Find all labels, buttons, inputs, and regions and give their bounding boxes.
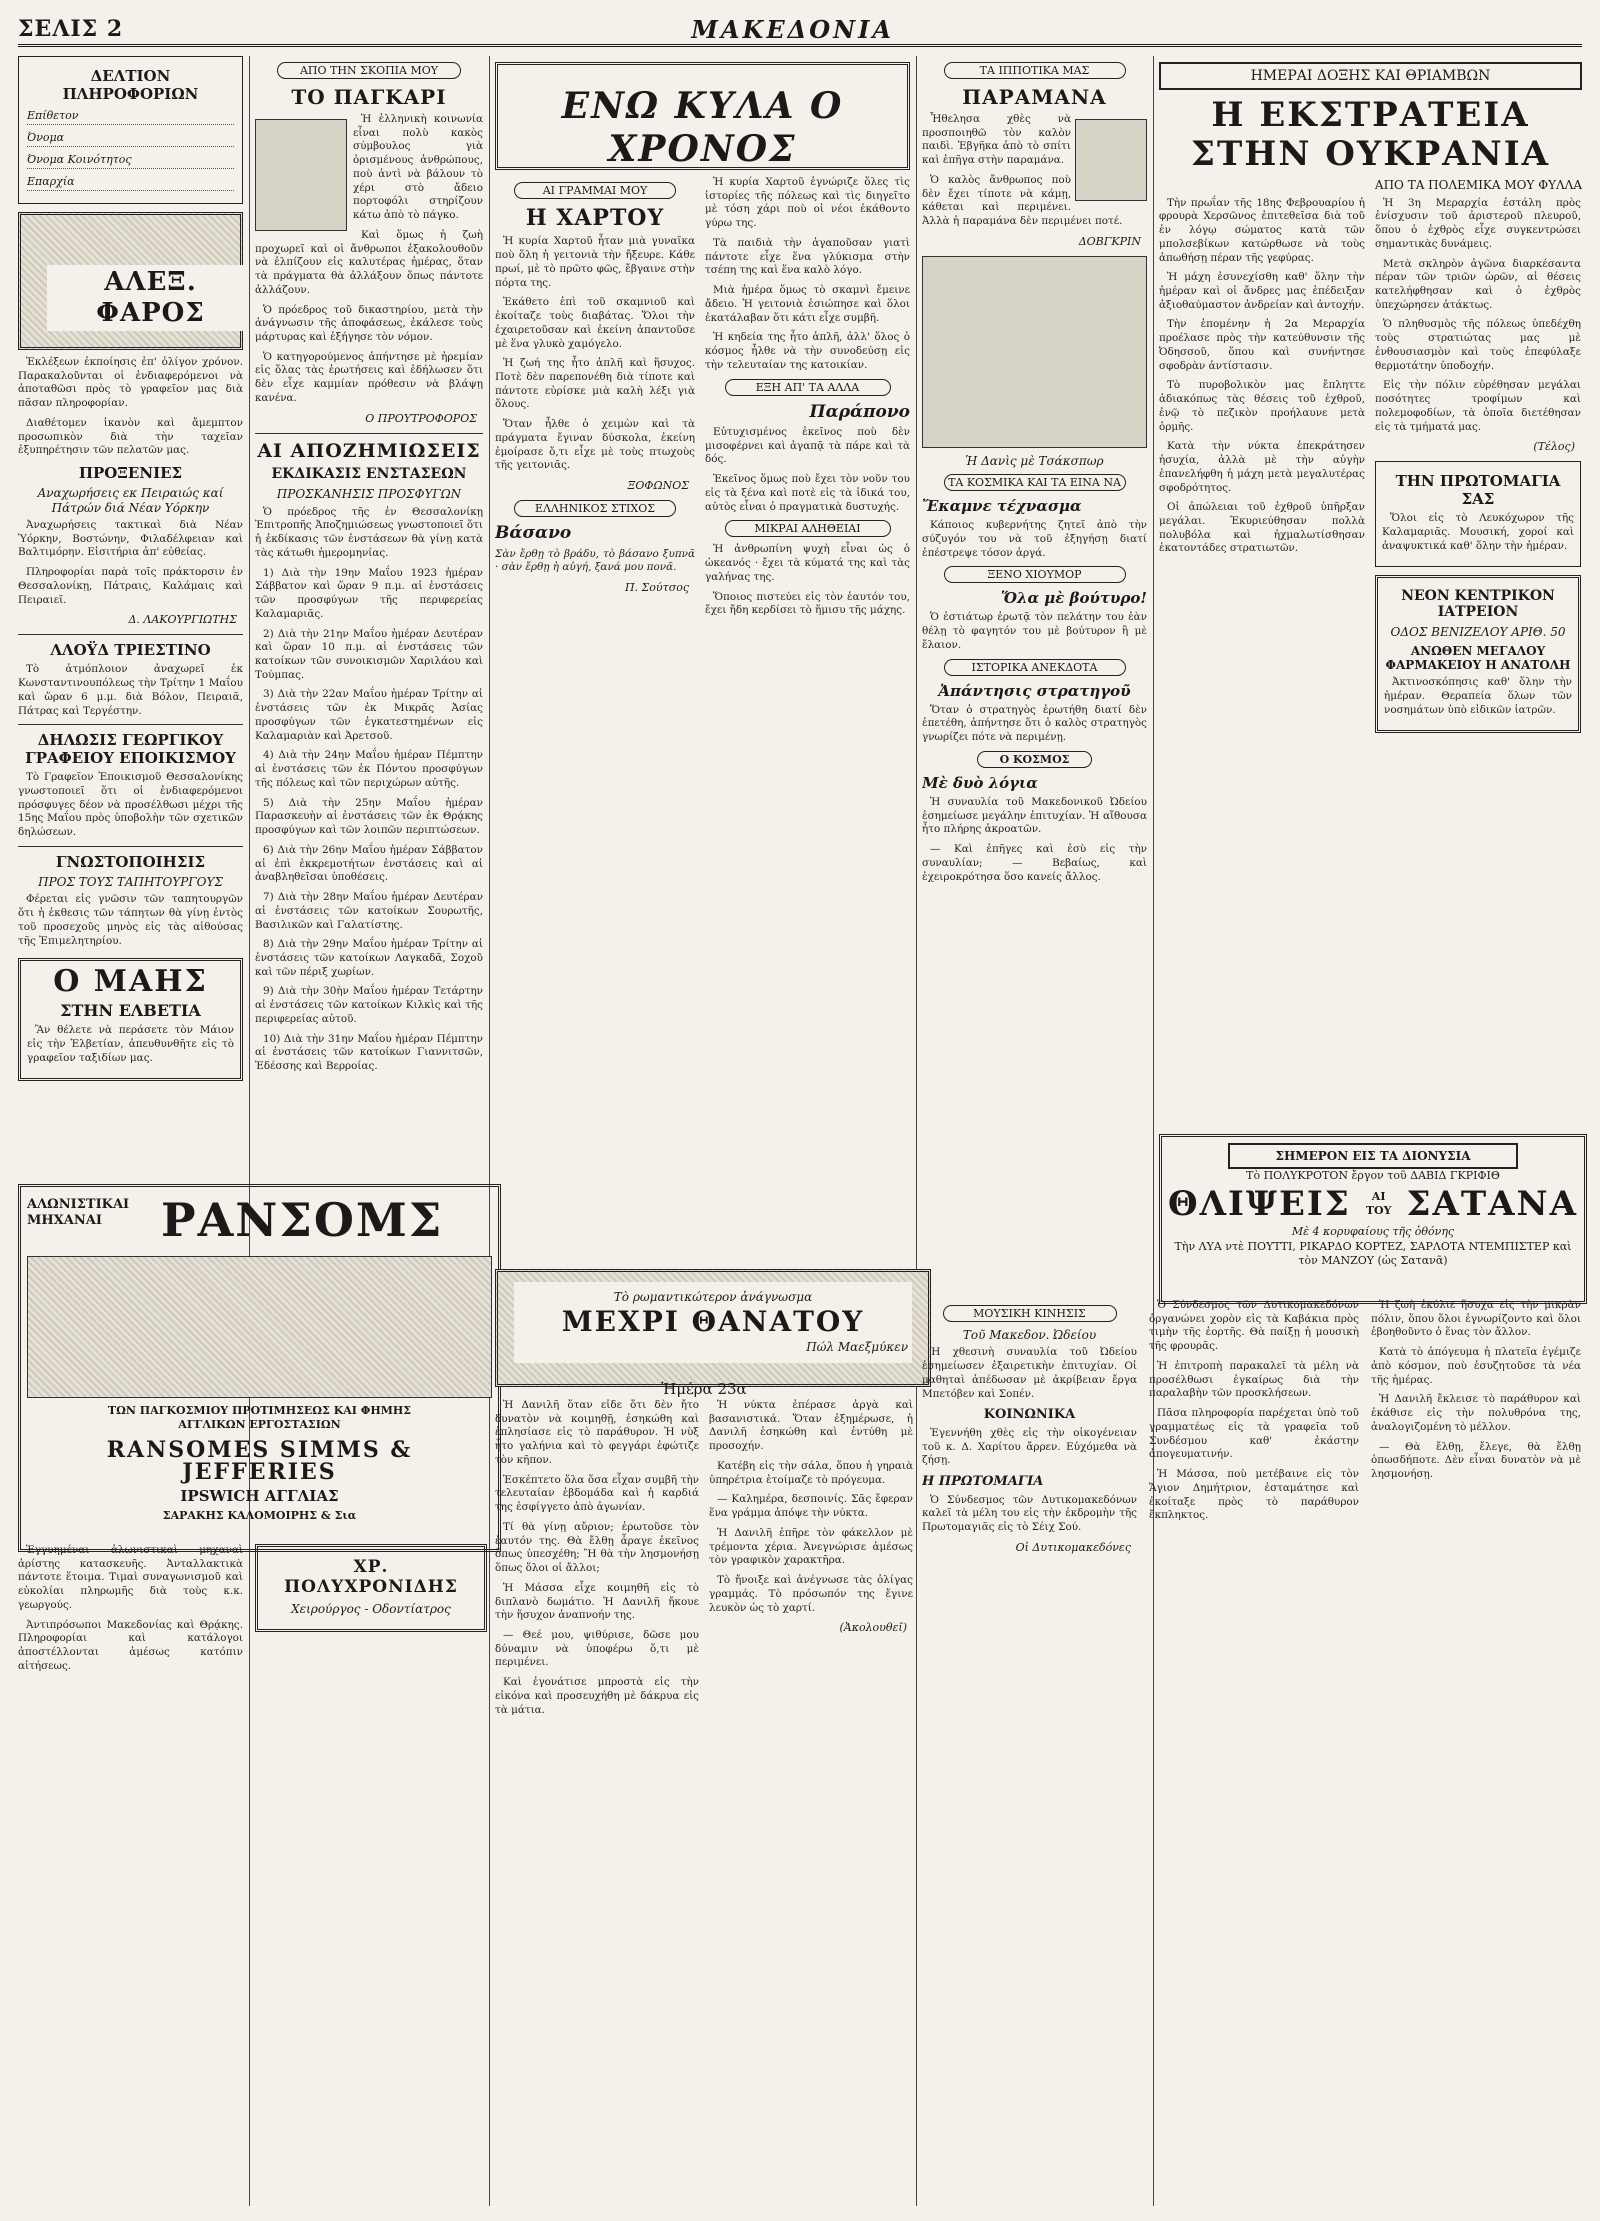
doctor-ad (255, 1544, 487, 1632)
campaign-headline: Η ΕΚΣΤΡΑΤΕΙΑ ΣΤΗΝ ΟΥΚΡΑΝΙΑ (1190, 95, 1551, 175)
paramana-signature: ΔΟΒΓΚΡΙΝ (1078, 234, 1141, 248)
protomagia-title: Η ΠΡΩΤΟΜΑΓΙΑ (922, 1474, 1044, 1490)
koinonika-title: ΚΟΙΝΩΝΙΚΑ (983, 1407, 1076, 1423)
cinema-desc: Μὲ 4 κορυφαίους τῆς ὀθόνης (1291, 1225, 1455, 1239)
column-4: ΤΑ ΙΠΠΟΤΙΚΑ ΜΑΣ ΠΑΡΑΜΑΝΑ Ἦθελησα χθὲς νὰ προσποιηθῶ τὸν καλὸν παιδὶ. Ἐβγῆκα ἀπὸ τὸ σπίτι καὶ ἐπῆγα στὴν παραμάνα. Ὁ καλὸς ἄνθρωπος ποὺ δὲν ἔχει τίποτε νὰ κάμῃ, κάθεται καὶ περιμένει. Ἀλλὰ ἡ παραμάνα δὲν περιμένει ποτέ. ΔΟΒΓΚΡΙΝ Ἡ Δανὶς μὲ Τσάκσπωρ ΤΑ ΚΟΣΜΙΚΑ ΚΑΙ ΤΑ ΕΙΝΑ ΝΑ Ἔκαμνε τέχνασμα Κάποιος κυβερνήτης ζητεῖ ἀπὸ τὴν σύζυγόν του νὰ τοῦ ἐξηγήσῃ διατί ἐπέστρεψε τόσον ἀργά. ΞΕΝΟ ΧΙΟΥΜΟΡ Ὅλα μὲ βούτυρο! Ὁ ἐστιάτωρ ἐρωτᾷ τὸν πελάτην του ἐὰν θέλῃ τὸ φαγητόν του μὲ βούτυρον ἢ μὲ ἔλαιον. ΙΣΤΟΡΙΚΑ ΑΝΕΚΔΟΤΑ Ἀπάντησις στρατηγοῦ Ὅταν ὁ στρατηγὸς ἐρωτήθη διατί δὲν ἐπετέθη, ἀπήντησε ὅτι ὁ καλὸς στρατηγὸς γνωρίζει πότε νὰ περιμένῃ. Ο ΚΟΣΜΟΣ Μὲ δυὸ λόγια Ἡ συναυλία τοῦ Μακεδονικοῦ Ὠδείου ἐσημείωσε μεγάλην ἐπιτυχίαν. Ἡ αἴθουσα ἦτο πλήρης ἀκροατῶν. — Καὶ ἐπῆγες καὶ ἐσὺ εἰς τὴν συναυλίαν; — Βεβαίως, καὶ ἐχειροκρότησα ὅσο κανείς ἄλλος. (922, 64, 1147, 883)
coupon-field: Όνομα Κοινότητος (27, 153, 234, 169)
ransoms-sub2: ΑΓΓΛΙΚΩΝ ΕΡΓΟΣΤΑΣΙΩΝ (178, 1418, 341, 1432)
iatreio-sub: ΑΝΩΘΕΝ ΜΕΓΑΛΟΥ ΦΑΡΜΑΚΕΙΟΥ Η ΑΝΑΤΟΛΗ (1385, 643, 1571, 672)
cinema-title-right: ΣΑΤΑΝΑ (1406, 1184, 1578, 1225)
column-tag-kosmika: ΤΑ ΚΟΣΜΙΚΑ ΚΑΙ ΤΑ ΕΙΝΑ ΝΑ (944, 474, 1126, 491)
iatreio-addr: ΟΔΟΣ ΒΕΝΙΖΕΛΟΥ ΑΡΙΘ. 50 (1390, 625, 1566, 640)
campaign-signature: (Τέλος) (1533, 440, 1575, 454)
column-tag-skopia: ΑΠΟ ΤΗΝ ΣΚΟΠΙΑ ΜΟΥ (277, 62, 461, 79)
cinema-lead: Τὸ ΠΟΛΥΚΡΟΤΟΝ ἔργον τοῦ ΔΑΒΙΔ ΓΚΡΙΦΙΘ (1246, 1169, 1500, 1182)
thresher-illustration (27, 1256, 492, 1398)
cartoon-illustration (255, 119, 347, 231)
apozimioseis-sub2: ΠΡΟΣΚΑΝΗΣΙΣ ΠΡΟΣΦΥΓΩΝ (276, 487, 462, 502)
mais-title: Ο ΜΑΗΣ (53, 964, 208, 1000)
cinema-ad (1159, 1134, 1587, 1304)
article-title-pagkari: ΤΟ ΠΑΓΚΑΡΙ (291, 85, 447, 109)
doctor-role: Χειρούργος - Οδοντίατρος (291, 1601, 451, 1616)
pagkari-signature: Ο ΠΡΟΥΤΡΟΦΟΡΟΣ (365, 411, 477, 425)
page-label: ΣΕΛΙΣ 2 (18, 16, 124, 42)
protomagia-signature: Οἱ Δυτικομακεδόνες (1015, 1540, 1131, 1554)
column-1: ΔΕΛΤΙΟΝ ΠΛΗΡΟΦΟΡΙΩΝ Επίθετον Όνομα Όνομα Κοινότητος Επαρχία ΑΛΕΞ. ΦΑΡΟΣ Ἐκλέξεων ἐκποίησις ἐπ' ὀλίγον χρόνον. Παρακαλοῦνται οἱ ἐνδιαφερόμενοι νὰ ἀποταθῶσι πρὸς τὸ γραφεῖον μας διὰ πᾶσαν πληροφορίαν. Διαθέτομεν ἱκανὸν καὶ ἄμεμπτον προσωπικὸν διὰ τὴν ταχεῖαν ἐξυπηρέτησιν τῶν πελατῶν μας. ΠΡΟΞΕΝΙΕΣ Αναχωρήσεις εκ Πειραιώς καί Πάτρών διά Νέαν Υόρκην Ἀναχωρήσεις τακτικαὶ διὰ Νέαν Ὑόρκην, Βοστώνην, Φιλαδέλφειαν καὶ Βαλτιμόρην. Εἰσιτήρια ἀπ' εὐθείας. Πληροφορίαι παρὰ τοῖς πράκτορσιν ἐν Θεσσαλονίκῃ, Πάτραις, Καλάμαις καὶ Πειραιεῖ. Δ. ΛΑΚΟΥΡΓΙΩΤΗΣ ΛΛΟΫΔ ΤΡΙΕΣΤΙΝΟ Τὸ ἀτμόπλοιον ἀναχωρεῖ ἐκ Κωνσταντινουπόλεως τὴν Τρίτην 1 Μαΐου καὶ ὥραν 6 μ.μ. διὰ Βόλον, Πειραιᾶ, Πάτρας καὶ Τεργέστην. ΔΗΛΩΣΙΣ ΓΕΩΡΓΙΚΟΥ ΓΡΑΦΕΙΟΥ ΕΠΟΙΚΙΣΜΟΥ Τὸ Γραφεῖον Ἐποικισμοῦ Θεσσαλονίκης γνωστοποιεῖ ὅτι οἱ ἐνδιαφερόμενοι πρόσφυγες δέον νὰ προσέλθωσι μέχρι τῆς 15ης Μαΐου πρὸς ὑποβολὴν τῶν σχετικῶν δηλώσεων. ΓΝΩΣΤΟΠΟΙΗΣΙΣ ΠΡΟΣ ΤΟΥΣ ΤΑΠΗΤΟΥΡΓΟΥΣ Φέρεται εἰς γνῶσιν τῶν ταπητουργῶν ὅτι ἡ ἐκθεσις τῶν τάπητων θὰ γίνῃ ἐντὸς τοῦ προσεχοῦς μηνὸς εἰς τὰς αἰθούσας τῆς Ἐπιμελητηρίου. Ο ΜΑΗΣ ΣΤΗΝ ΕΛΒΕΤΙΑ Ἂν θέλετε νὰ περάσετε τὸν Μάιον εἰς τὴν Ἑλβετίαν, ἀπευθυνθῆτε εἰς τὸ γραφεῖον ταξιδίων μας. (18, 56, 243, 2206)
serial-body: Ἡ Δανιλῆ ὅταν εἶδε ὅτι δὲν ἤτο δυνατὸν νὰ κοιμηθῇ, ἐσηκώθη καὶ ἐπλησίασε εἰς τὸ παράθυρον. Ἡ νὺξ ἦτο γαλήνια καὶ τὸ φεγγάρι ἐφώτιζε τὸν κῆπον. (495, 1399, 699, 1466)
lower-columns-text: ΜΟΥΣΙΚΗ ΚΙΝΗΣΙΣ Τοῦ Μακεδον. Ὠδείου Ἡ χθεσινὴ συναυλία τοῦ Ὠδείου ἐσημείωσεν ἐξαιρετικὴν ἐπιτυχίαν. Οἱ μαθηταὶ ἀπέδωσαν μὲ ἀκρίβειαν ἔργα Μπετόβεν καὶ Σοπέν. ΚΟΙΝΩΝΙΚΑ Ἐγεννήθη χθὲς εἰς τὴν οἰκογένειαν τοῦ κ. Δ. Χαρίτου ἄρρεν. Εὐχόμεθα νὰ ζήσῃ. Η ΠΡΩΤΟΜΑΓΙΑ Ὁ Σύνδεσμος τῶν Δυτικομακεδόνων καλεῖ τὰ μέλη του εἰς τὴν ἐκδρομὴν τῆς Πρωτομαγιᾶς εἰς τὸ Σέιχ Σού. Οἱ Δυτικομακεδόνες Ὁ Σύνδεσμος τῶν Δυτικομακεδόνων ὀργανώνει χορὸν εἰς τὰ Καβάκια πρὸς τιμὴν τῆς ἑορτῆς. Θὰ παίξῃ ἡ μουσικὴ τῆς φρουρᾶς. Ἡ ἐπιτροπὴ παρακαλεῖ τὰ μέλη νὰ προσέλθωσι ἐγκαίρως διὰ τὴν παραλαβὴν τῶν προσκλήσεων. Πᾶσα πληροφορία παρέχεται ὑπὸ τοῦ γραμματέως εἰς τὰ γραφεῖα τοῦ Συνδέσμου καθ' ἑκάστην ἀπογευματινήν. Ἡ Μάσσα, ποὺ μετέβαινε εἰς τὸν Ἄγιον Δημήτριον, ἐσταμάτησε καὶ ἐκοίταξε πρὸς τὸ παράθυρον ἔκπληκτος. Ἡ ζωὴ ἐκύλιε ἥσυχα εἰς τὴν μικρὰν πόλιν, ὅπου ὅλοι ἐγνωρίζοντο καὶ ὅλοι ἐβοηθοῦντο ὁ ἕνας τὸν ἄλλον. Κατὰ τὸ ἀπόγευμα ἡ πλατεῖα ἐγέμιζε ἀπὸ κόσμον, ποὺ ἐσυζητοῦσε τὰ νέα τῆς ἡμέρας. Ἡ Δανιλῆ ἔκλεισε τὸ παράθυρον καὶ ἐκάθισε εἰς τὴν πολυθρόνα της, ἀναλογιζομένη τὸ μέλλον. — Θὰ ἔλθῃ, ἔλεγε, θὰ ἔλθῃ ὁπωσδήποτε. Δὲν εἶναι δυνατὸν νὰ μὲ λησμονήσῃ. (922, 1299, 1581, 1554)
poem-title: Βάσανο (495, 523, 572, 544)
ransoms-sub1: ΤΩΝ ΠΑΓΚΟΣΜΙΟΥ ΠΡΟΤΙΜΗΣΕΩΣ ΚΑΙ ΦΗΜΗΣ (107, 1404, 412, 1418)
protomagia-ad-title: ΤΗΝ ΠΡΩΤΟΜΑΓΙΑ ΣΑΣ (1395, 472, 1561, 509)
poem-author: Π. Σούτσος (624, 581, 689, 594)
newspaper-page: ΣΕΛΙΣ 2 ΜΑΚΕΔΟΝΙΑ ΔΕΛΤΙΟΝ ΠΛΗΡΟΦΟΡΙΩΝ Επίθετον Όνομα Όνομα Κοινότητος Επαρχία ΑΛΕΞ. ΦΑΡΟΣ Ἐκλέξεων ἐκποίησις ἐπ' ὀλίγον χρόνον. Παρακαλοῦνται οἱ ἐνδιαφερόμενοι νὰ ἀποταθῶσι πρὸς τὸ γραφεῖον μας διὰ πᾶσαν πληροφορίαν. Διαθέτομεν ἱκανὸν καὶ ἄμεμπτον προσωπικὸν διὰ τὴν ταχεῖαν ἐξυπηρέτησιν τῶν πελατῶν μας. ΠΡΟΞΕΝΙΕΣ Αναχωρήσεις εκ Πειραιώς καί Πάτρών διά Νέαν Υόρκην Ἀναχωρήσεις τακτικαὶ διὰ Νέαν Ὑόρκην, Βοστώνην, Φιλαδέλφειαν καὶ Βαλτιμόρην. Εἰσιτήρια ἀπ' εὐθείας. Πληροφορίαι παρὰ τοῖς πράκτορσιν ἐν Θεσσαλονίκῃ, Πάτραις, Καλάμαις καὶ Πειραιεῖ. Δ. ΛΑΚΟΥΡΓΙΩΤΗΣ ΛΛΟΫΔ ΤΡΙΕΣΤΙΝΟ Τὸ ἀτμόπλοιον ἀναχωρεῖ ἐκ Κωνσταντινουπόλεως τὴν Τρίτην 1 Μαΐου καὶ ὥραν 6 μ.μ. διὰ Βόλον, Πειραιᾶ, Πάτρας καὶ Τεργέστην. ΔΗΛΩΣΙΣ ΓΕΩΡΓΙΚΟΥ ΓΡΑΦΕΙΟΥ ΕΠΟΙΚΙΣΜΟΥ Τὸ Γραφεῖον Ἐποικισμοῦ Θεσσαλονίκης γνωστοποιεῖ ὅτι οἱ ἐνδιαφερόμενοι πρόσφυγες δέον νὰ προσέλθωσι μέχρι τῆς 15ης Μαΐου πρὸς ὑποβολὴν τῶν σχετικῶν δηλώσεων. ΓΝΩΣΤΟΠΟΙΗΣΙΣ ΠΡΟΣ ΤΟΥΣ ΤΑΠΗΤΟΥΡΓΟΥΣ Φέρεται εἰς γνῶσιν τῶν ταπητουργῶν ὅτι ἡ ἐκθεσις τῶν τάπητων θὰ γίνῃ ἐντὸς τοῦ προσεχοῦς μηνὸς εἰς τὰς αἰθούσας τῆς Ἐπιμελητηρίου. Ο ΜΑΗΣ ΣΤΗΝ ΕΛΒΕΤΙΑ Ἂν θέλετε νὰ περάσετε τὸν Μάιον εἰς τὴν Ἑλβετίαν, ἀπευθυνθῆτε εἰς τὸ γραφεῖον ταξιδίων μας. ΑΛΩΝΙΣΤΙΚΑΙ ΜΗΧΑΝΑΙ ΡΑΝΣΟΜΣ ΤΩΝ ΠΑΓΚΟΣΜΙΟΥ ΠΡΟΤΙΜΗΣΕΩΣ ΚΑΙ ΦΗΜΗΣ ΑΓΓΛΙΚΩΝ ΕΡΓΟΣΤΑΣΙΩΝ RANSOMES SIMMS & JEFFERIES IPSWICH ΑΓΓΛΙΑΣ ΣΑΡΑΚΗΣ ΚΑΛΟΜΟΙΡΗΣ & Σια Ἐγγυημέναι ἀλωνιστικαὶ μηχαναὶ ἀρίστης κατασκευῆς. Ἀνταλλακτικὰ πάντοτε ἕτοιμα. Τιμαὶ συναγωνισμοῦ καὶ εὐκολίαι πληρωμῆς διὰ τοὺς κ.κ. γεωργούς. Ἀντιπρόσωποι Μακεδονίας καὶ Θρᾴκης. Πληροφορίαι καὶ κατάλογοι ἀποστέλλονται ἀμέσως κατόπιν αἰτήσεως. ΑΠΟ ΤΗΝ ΣΚΟΠΙΑ ΜΟΥ ΤΟ ΠΑΓΚΑΡΙ Ἡ ἑλληνικὴ κοινωνία εἶναι πολὺ κακὸς σύμβουλος γιὰ ὁρισμένους ἀνθρώπους, ποὺ ἀντὶ νὰ βάλουν τὸ χέρι στὸ ἄδειο πορτοφόλι στηρίζουν κάτω ἀπὸ τὸ πάγκο. Καὶ ὅμως ἡ ζωὴ προχωρεῖ καὶ οἱ ἄνθρωποι ἐξακολουθοῦν νὰ ἐλπίζουν εἰς καλυτέρας ἡμέρας, ὅταν τὰ πράγματα θὰ ἀλλάξουν ὅπως πάντοτε ἀλλάζουν. Ὁ πρόεδρος τοῦ δικαστηρίου, μετὰ τὴν ἀνάγνωσιν τῆς ἀποφάσεως, ἐκάλεσε τοὺς μάρτυρας καὶ ἐξήγησε τὸν νόμον. Ὁ κατηγορούμενος ἀπήντησε μὲ ἠρεμίαν εἰς ὅλας τὰς ἐρωτήσεις καὶ ἐδήλωσεν ὅτι δὲν εἶχε καμμίαν πρόθεσιν νὰ βλάψῃ κανένα. Ο ΠΡΟΥΤΡΟΦΟΡΟΣ ΑΙ ΑΠΟΖΗΜΙΩΣΕΙΣ ΕΚΔΙΚΑΣΙΣ ΕΝΣΤΑΣΕΩΝ ΠΡΟΣΚΑΝΗΣΙΣ ΠΡΟΣΦΥΓΩΝ Ὁ πρόεδρος τῆς ἐν Θεσσαλονίκῃ Ἐπιτροπῆς Ἀποζημιώσεως γνωστοποιεῖ ὅτι ἡ ἐκδίκασις τῶν ἐνστάσεων θὰ γίνῃ κατὰ τὰς κάτωθι ἡμερομηνίας. 1) Διὰ τὴν 19ην Μαΐου 1923 ἡμέραν Σάββατον καὶ ὥραν 9 π.μ. αἱ ἐνστάσεις τῶν προσφύγων τῆς περιφερείας Καλαμαριᾶς. 2) Διὰ τὴν 21ην Μαΐου ἡμέραν Δευτέραν καὶ ὥραν 10 π.μ. αἱ ἐνστάσεις τῶν κατοίκων τῶν συνοικισμῶν Χαριλάου καὶ Τούμπας. 3) Διὰ τὴν 22αν Μαΐου ἡμέραν Τρίτην αἱ ἐνστάσεις τῶν ἐκ Μικρᾶς Ἀσίας προσφύγων τῶν ἐγκατεστημένων εἰς Καλαμαριὰν καὶ Ἀρετσοῦ. 4) Διὰ τὴν 24ην Μαΐου ἡμέραν Πέμπτην αἱ ἐνστάσεις τῶν ἐκ Πόντου προσφύγων τῆς πόλεως καὶ τῶν περιχώρων αὐτῆς. 5) Διὰ τὴν 25ην Μαΐου ἡμέραν Παρασκευὴν αἱ ἐνστάσεις τῶν ἐκ Θρᾴκης προσφύγων καὶ τῶν λοιπῶν περιπτώσεων. 6) Διὰ τὴν 26ην Μαΐου ἡμέραν Σάββατον αἱ ἐπὶ ἐκκρεμοτήτων ἐνστάσεις καὶ αἱ ἀναβληθεῖσαι ὑποθέσεις. 7) Διὰ τὴν 28ην Μαΐου ἡμέραν Δευτέραν αἱ ἐνστάσεις τῶν κατοίκων Σουρωτῆς, Βασιλικῶν καὶ Γαλατίστης. 8) Διὰ τὴν 29ην Μαΐου ἡμέραν Τρίτην αἱ ἐνστάσεις τῶν κατοίκων Λαγκαδᾶ, Σοχοῦ καὶ τῶν πέριξ χωρίων. 9) Διὰ τὴν 30ὴν Μαΐου ἡμέραν Τετάρτην αἱ ἐνστάσεις τῶν κατοίκων Κιλκὶς καὶ τῆς περιφερείας αὐτοῦ. 10) Διὰ τὴν 31ην Μαΐου ἡμέραν Πέμπτην αἱ ἐνστάσεις τῶν κατοίκων Γιαννιτσῶν, Ἐδέσσης καὶ Βερροίας. ΧΡ. ΠΟΛΥΧΡΟΝΙΔΗΣ Χειρούργος - Οδοντίατρος ΕΝΩ ΚΥΛΑ Ο ΧΡΟΝΟΣ ΑΙ ΓΡΑΜΜΑΙ ΜΟΥ Η ΧΑΡΤΟΥ Ἡ κυρία Χαρτοῦ ἦταν μιὰ γυναῖκα ποὺ ὅλη ἡ γειτονιὰ τὴν ἤξευρε. Κάθε πρωί, μὲ τὸ πρῶτο φῶς, ἔβγαινε στὴν πόρτα της. Ἐκάθετο ἐπὶ τοῦ σκαμνιοῦ καὶ ἐκοίταζε τοὺς διαβάτας. Ὅλοι τὴν ἐχαιρετοῦσαν καὶ ἐκείνη ἀπαντοῦσε μὲ ἕνα γλυκὸ χαμόγελο. Ἡ ζωή της ἦτο ἁπλῆ καὶ ἥσυχος. Ποτὲ δὲν παρεπονέθη διὰ τίποτε καὶ πάντοτε εὑρίσκε μιὰ καλὴ λέξι γιὰ ὅλους. Ὅταν ἦλθε ὁ χειμὼν καὶ τὰ πράγματα ἔγιναν δύσκολα, ἐκείνη ἐμοίρασε ὅ,τι εἶχε μὲ τοὺς πτωχοὺς τῆς γειτονιᾶς. ΞΟΦΩΝΟΣ ΕΛΛΗΝΙΚΟΣ ΣΤΙΧΟΣ Βάσανο Σὰν ἔρθῃ τὸ βράδυ, τὸ βάσανο ξυπνᾶ · σὰν ἔρθῃ ἡ αὐγή, ξανά μου πονᾶ. Π. Σούτσος Ἡ κυρία Χαρτοῦ ἐγνώριζε ὅλες τὶς ἱστορίες τῆς πόλεως καὶ τὶς διηγεῖτο μὲ τόση χάρι ποὺ οἱ νέοι ἐκάθοντο γύρω της. Τὰ παιδιὰ τὴν ἀγαποῦσαν γιατὶ πάντοτε εἶχε ἕνα γλύκισμα στὴν τσέπη της καὶ ἕνα καλὸ λόγο. Μιὰ ἡμέρα ὅμως τὸ σκαμνὶ ἔμεινε ἄδειο. Ἡ γειτονιὰ ἐσιώπησε καὶ ὅλοι ἐκατάλαβαν ὅτι κάτι εἶχε συμβῆ. Ἡ κηδεία της ἦτο ἁπλῆ, ἀλλ' ὅλος ὁ κόσμος ἦλθε νὰ τὴν συνοδεύσῃ εἰς τὴν τελευταίαν της κατοικίαν. ΕΞΗ ΑΠ' ΤΑ ΑΛΛΑ Παράπονο Εὐτυχισμένος ἐκεῖνος ποὺ δὲν μισοφέρνει καὶ ἀγαπᾷ τὰ πάρε καὶ τὰ δός. Ἐκεῖνος ὅμως ποὺ ἔχει τὸν νοῦν του εἰς τὰ ξένα καὶ ποτὲ εἰς τὰ ἰδικά του, αὐτὸς εἶναι ὁ πραγματικὰ δυστυχής. ΜΙΚΡΑΙ ΑΛΗΘΕΙΑΙ Ἡ ἀνθρωπίνη ψυχὴ εἶναι ὡς ὁ ὠκεανός · ἔχει τὰ κύματά της καὶ τὰς γαλήνας της. Ὅποιος πιστεύει εἰς τὸν ἑαυτόν του, ἔχει ἤδη κερδίσει τὸ ἥμισυ τῆς μάχης. ΤΑ ΙΠΠΟΤΙΚΑ ΜΑΣ ΠΑΡΑΜΑΝΑ Ἦθελησα χθὲς νὰ προσποιηθῶ τὸν καλὸν παιδὶ. Ἐβγῆκα ἀπὸ τὸ σπίτι καὶ ἐπῆγα στὴν παραμάνα. Ὁ καλὸς ἄνθρωπος ποὺ δὲν ἔχει τίποτε νὰ κάμῃ, κάθεται καὶ περιμένει. Ἀλλὰ ἡ παραμάνα δὲν περιμένει ποτέ. ΔΟΒΓΚΡΙΝ Ἡ Δανὶς μὲ Τσάκσπωρ ΤΑ ΚΟΣΜΙΚΑ ΚΑΙ ΤΑ ΕΙΝΑ ΝΑ Ἔκαμνε τέχνασμα Κάποιος κυβερνήτης ζητεῖ ἀπὸ τὴν σύζυγόν του νὰ τοῦ ἐξηγήσῃ διατί ἐπέστρεψε τόσον ἀργά. ΞΕΝΟ ΧΙΟΥΜΟΡ Ὅλα μὲ βούτυρο! Ὁ ἐστιάτωρ ἐρωτᾷ τὸν πελάτην του ἐὰν θέλῃ τὸ φαγητόν του μὲ βούτυρον ἢ μὲ ἔλαιον. ΙΣΤΟΡΙΚΑ ΑΝΕΚΔΟΤΑ Ἀπάντησις στρατηγοῦ Ὅταν ὁ στρατηγὸς ἐρωτήθη διατί δὲν ἐπετέθη, ἀπήντησε ὅτι ὁ καλὸς στρατηγὸς γνωρίζει πότε νὰ περιμένῃ. Ο ΚΟΣΜΟΣ Μὲ δυὸ λόγια Ἡ συναυλία τοῦ Μακεδονικοῦ Ὠδείου ἐσημείωσε μεγάλην ἐπιτυχίαν. Ἡ αἴθουσα ἦτο πλήρης ἀκροατῶν. — Καὶ ἐπῆγες καὶ ἐσὺ εἰς τὴν συναυλίαν; — Βεβαίως, καὶ ἐχειροκρότησα ὅσο κανείς ἄλλος. ΗΜΕΡΑΙ ΔΟΞΗΣ ΚΑΙ ΘΡΙΑΜΒΩΝ Η ΕΚΣΤΡΑΤΕΙΑ ΣΤΗΝ ΟΥΚΡΑΝΙΑ ΑΠΟ ΤΑ ΠΟΛΕΜΙΚΑ ΜΟΥ ΦΥΛΛΑ Τὴν πρωΐαν τῆς 18ης Φεβρουαρίου ἡ φρουρὰ Χερσῶνος ἐπιτεθεῖσα διὰ τοῦ ἐν λόγῳ σώματος κατὰ τῶν μπολσεβίκων κατώρθωσε νὰ τοὺς ἀπωθήσῃ πέραν τῆς γεφύρας. Ἡ μάχη ἐσυνεχίσθη καθ' ὅλην τὴν ἡμέραν καὶ οἱ ἄνδρες μας ἐπέδειξαν ἀξιοθαύμαστον ἀνδρείαν καὶ ἀντοχήν. Τὴν ἑπομένην ἡ 2α Μεραρχία προέλασε πρὸς τὴν κατεύθυνσιν τῆς Ὀδησσοῦ, ὅπου καὶ συνήντησε σφοδρὰν ἀντίστασιν. Τὸ πυροβολικὸν μας ἔπληττε ἀδιακόπως τὰς θέσεις τοῦ ἐχθροῦ, ἐνῷ τὸ πεζικὸν προήλαυνε μετὰ ὁρμῆς. Κατὰ τὴν νύκτα ἐπεκράτησεν ἡσυχία, ἀλλὰ μὲ τὴν αὐγὴν ἐπανελήφθη ἡ μάχη μετὰ μεγαλυτέρας σφοδρότητος. Οἱ ἀπώλειαι τοῦ ἐχθροῦ ὑπῆρξαν μεγάλαι. Ἐκυριεύθησαν πολλὰ πολυβόλα καὶ ἠχμαλωτίσθησαν ἑκατοντάδες στρατιωτῶν. Ἡ 3η Μεραρχία ἐστάλη πρὸς ἐνίσχυσιν τοῦ ἀριστεροῦ πλευροῦ, ὅπου ὁ ἐχθρὸς εἶχε συγκεντρώσει σημαντικὰς δυνάμεις. Μετὰ σκληρὸν ἀγῶνα διαρκέσαντα πέραν τῶν τριῶν ὡρῶν, αἱ θέσεις κατελήφθησαν καὶ ὁ ἐχθρὸς ὑπεχώρησεν ἀτάκτως. Ὁ πληθυσμὸς τῆς πόλεως ὑπεδέχθη τοὺς στρατιώτας μας μὲ ἐνθουσιασμὸν καὶ τοὺς ἐπεφύλαξε θερμοτάτην ὑποδοχήν. Εἰς τὴν πόλιν εὑρέθησαν μεγάλαι ποσότητες τροφίμων καὶ πολεμοφοδίων, τὰ ὁποῖα διετέθησαν εἰς τὰ τμήματά μας. (Τέλος) ΤΗΝ ΠΡΩΤΟΜΑΓΙΑ ΣΑΣ Ὅλοι εἰς τὸ Λευκόχωρον τῆς Καλαμαριᾶς. Μουσική, χοροί καὶ ἀναψυκτικά καθ' ὅλην τὴν ἡμέραν. ΝΕΟΝ ΚΕΝΤΡΙΚΟΝ ΙΑΤΡΕΙΟΝ ΟΔΟΣ ΒΕΝΙΖΕΛΟΥ ΑΡΙΘ. 50 ΑΝΩΘΕΝ ΜΕΓΑΛΟΥ ΦΑΡΜΑΚΕΙΟΥ Η ΑΝΑΤΟΛΗ Ἀκτινοσκόπησις καθ' ὅλην τὴν ἡμέραν. Θεραπεία ὅλων τῶν νοσημάτων ὑπὸ εἰδικῶν ἰατρῶν. ΣΗΜΕΡΟΝ ΕΙΣ ΤΑ ΔΙΟΝΥΣΙΑ Τὸ ΠΟΛΥΚΡΟΤΟΝ ἔργον τοῦ ΔΑΒΙΔ ΓΚΡΙΦΙΘ ΘΛΙΨΕΙΣ ΑΙ ΤΟΥ ΣΑΤΑΝΑ Μὲ 4 κορυφαίους τῆς ὀθόνης Τὴν ΛΥΑ ντὲ ΠΟΥΤΤΙ, ΡΙΚΑΡΔΟ ΚΟΡΤΕΖ, ΣΑΡΛΟΤΑ ΝΤΕΜΠΙΣΤΕΡ καὶ τὸν ΜΑΝΖΟΥ (ὡς Σατανᾶ) Τὸ ρωμαντικώτερον ἀνάγνωσμα ΜΕΧΡΙ ΘΑΝΑΤΟΥ Πώλ Μαεξμύκεν Ἡμέρα 23α Ἡ Δανιλῆ ὅταν εἶδε ὅτι δὲν ἤτο δυνατὸν νὰ κοιμηθῇ, ἐσηκώθη καὶ ἐπλησίασε εἰς τὸ παράθυρον. Ἡ νὺξ ἦτο γαλήνια καὶ τὸ φεγγάρι ἐφώτιζε τὸν κῆπον. Ἐσκέπτετο ὅλα ὅσα εἶχαν συμβῆ τὴν τελευταίαν ἑβδομάδα καὶ ἡ καρδιά της ἐσφίγγετο ἀπὸ ἀγωνίαν. Τί θὰ γίνῃ αὔριον; ἐρωτοῦσε τὸν ἑαυτόν της. Θὰ ἔλθῃ ἆραγε ἐκεῖνος ὅπως ὑπεσχέθη; Ἢ θὰ τὴν λησμονήσῃ ὅπως ὅλοι οἱ ἄλλοι; Ἡ Μάσσα εἶχε κοιμηθῆ εἰς τὸ διπλανὸ δωμάτιο. Ἡ Δανιλῆ ἤκουε τὴν ἥσυχον ἀναπνοήν της. — Θεέ μου, ψιθύρισε, δῶσε μου δύναμιν νὰ ὑποφέρω ὅ,τι μὲ περιμένει. Καὶ ἐγονάτισε μπροστὰ εἰς τὴν εἰκόνα καὶ προσευχήθη μὲ δάκρυα εἰς τὰ μάτια. Ἡ νύκτα ἐπέρασε ἀργὰ καὶ βασανιστικά. Ὅταν ἐξημέρωσε, ἡ Δανιλῆ ἐσηκώθη καὶ ἐντύθη μὲ προσοχήν. Κατέβη εἰς τὴν σάλα, ὅπου ἡ γηραιὰ ὑπηρέτρια ἑτοίμαζε τὸ πρόγευμα. — Καλημέρα, δεσποινίς. Σᾶς ἔφεραν ἕνα γράμμα ἀπόψε τὴν νύκτα. Ἡ Δανιλῆ ἐπῆρε τὸν φάκελλον μὲ τρέμοντα χέρια. Ἀνεγνώρισε ἀμέσως τὸν γραφικὸν χαρακτῆρα. Τὸ ἤνοιξε καὶ ἀνέγνωσε τὰς ὀλίγας γραμμάς. Τὸ πρόσωπόν της ἔγινε λευκὸν ὡς τὸ χαρτί. (Ἀκολουθεῖ) ΜΟΥΣΙΚΗ ΚΙΝΗΣΙΣ Τοῦ Μακεδον. Ὠδείου Ἡ χθεσινὴ συναυλία τοῦ Ὠδείου ἐσημείωσεν ἐξαιρετικὴν ἐπιτυχίαν. Οἱ μαθηταὶ ἀπέδωσαν μὲ ἀκρίβειαν ἔργα Μπετόβεν καὶ Σοπέν. ΚΟΙΝΩΝΙΚΑ Ἐγεννήθη χθὲς εἰς τὴν οἰκογένειαν τοῦ κ. Δ. Χαρίτου ἄρρεν. Εὐχόμεθα νὰ ζήσῃ. Η ΠΡΩΤΟΜΑΓΙΑ Ὁ Σύνδεσμος τῶν Δυτικομακεδόνων καλεῖ τὰ μέλη του εἰς τὴν ἐκδρομὴν τῆς Πρωτομαγιᾶς εἰς τὸ Σέιχ Σού. Οἱ Δυτικομακεδόνες Ὁ Σύνδεσμος τῶν Δυτικομακεδόνων ὀργανώνει χορὸν εἰς τὰ Καβάκια πρὸς τιμὴν τῆς ἑορτῆς. Θὰ παίξῃ ἡ μουσικὴ τῆς φρουρᾶς. Ἡ ἐπιτροπὴ παρακαλεῖ τὰ μέλη νὰ προσέλθωσι ἐγκαίρως διὰ τὴν παραλαβὴν τῶν προσκλήσεων. Πᾶσα πληροφορία παρέχεται ὑπὸ τοῦ γραμματέως εἰς τὰ γραφεῖα τοῦ Συνδέσμου καθ' ἑκάστην ἀπογευματινήν. Ἡ Μάσσα, ποὺ μετέβαινε εἰς τὸν Ἄγιον Δημήτριον, ἐσταμάτησε καὶ ἐκοίταξε πρὸς τὸ παράθυρον ἔκπληκτος. Ἡ ζωὴ ἐκύλιε ἥσυχα εἰς τὴν μικρὰν πόλιν, ὅπου ὅλοι ἐγνωρίζοντο καὶ ὅλοι ἐβοηθοῦντο ὁ ἕνας τὸν ἄλλον. Κατὰ τὸ ἀπόγευμα ἡ πλατεῖα ἐγέμιζε ἀπὸ κόσμον, ποὺ ἐσυζητοῦσε τὰ νέα τῆς ἡμέρας. Ἡ Δανιλῆ ἔκλεισε τὸ παράθυρον καὶ ἐκάθισε εἰς τὴν πολυθρόνα της, ἀναλογιζομένη τὸ μέλλον. — Θὰ ἔλθῃ, ἔλεγε, θὰ ἔλθῃ ὁπωσδήποτε. Δὲν εἶναι δυνατὸν νὰ μὲ λησμονήσῃ. (18, 14, 1582, 2209)
gnostopoiisis-sub: ΠΡΟΣ ΤΟΥΣ ΤΑΠΗΤΟΥΡΓΟΥΣ (38, 874, 223, 889)
proxenies-title: ΠΡΟΞΕΝΙΕΣ (78, 464, 183, 483)
serial-title: ΜΕΧΡΙ ΘΑΝΑΤΟΥ (561, 1305, 865, 1339)
ransoms-dealer: ΣΑΡΑΚΗΣ ΚΑΛΟΜΟΙΡΗΣ & Σια (162, 1508, 357, 1522)
faros-ad-title: ΑΛΕΞ. ΦΑΡΟΣ (47, 265, 243, 331)
ransoms-maker: RANSOMES SIMMS & JEFFERIES (106, 1436, 413, 1485)
newspaper-title: ΜΑΚΕΔΟΝΙΑ (691, 14, 894, 44)
cinema-cast: Τὴν ΛΥΑ ντὲ ΠΟΥΤΤΙ, ΡΙΚΑΡΔΟ ΚΟΡΤΕΖ, ΣΑΡΛΟΤΑ ΝΤΕΜΠΙΣΤΕΡ καὶ τὸν ΜΑΝΖΟΥ (ὡς Σατανᾶ) (1174, 1239, 1572, 1267)
campaign-from: ΑΠΟ ΤΑ ΠΟΛΕΜΙΚΑ ΜΟΥ ΦΥΛΛΑ (1374, 178, 1582, 193)
echamne-title: Ἔκαμνε τέχνασμα (922, 497, 1082, 516)
coupon-title: ΔΕΛΤΙΟΝ ΠΛΗΡΟΦΟΡΙΩΝ (62, 67, 199, 103)
article-title-paramana: ΠΑΡΑΜΑΝΑ (962, 85, 1107, 109)
dancer-illustration (1075, 119, 1147, 201)
serial-day: Ἡμέρα 23α (661, 1380, 747, 1398)
column-tag-ippotika: ΤΑ ΙΠΠΟΤΙΚΑ ΜΑΣ (944, 62, 1126, 79)
serial-kicker: Τὸ ρωμαντικώτερον ἀνάγνωσμα (613, 1290, 813, 1304)
column-tag-alitheiai: ΜΙΚΡΑΙ ΑΛΗΘΕΙΑΙ (725, 520, 891, 537)
column-tag-stichos: ΕΛΛΗΝΙΚΟΣ ΣΤΙΧΟΣ (514, 500, 676, 517)
apozimioseis-body: Ὁ πρόεδρος τῆς ἐν Θεσσαλονίκῃ Ἐπιτροπῆς Ἀποζημιώσεως γνωστοποιεῖ ὅτι ἡ ἐκδίκασις τῶν ἐνστάσεων θὰ γίνῃ κατὰ τὰς κάτωθι ἡμερομηνίας. (255, 505, 483, 559)
serial-author: Πώλ Μαεξμύκεν (806, 1340, 908, 1355)
gnostopoiisis-title: ΓΝΩΣΤΟΠΟΙΗΣΙΣ (55, 852, 206, 871)
campaign-body-1: Τὴν πρωΐαν τῆς 18ης Φεβρουαρίου ἡ φρουρὰ Χερσῶνος ἐπιτεθεῖσα διὰ τοῦ ἐν λόγῳ σώματος κατὰ τῶν μπολσεβίκων κατώρθωσε νὰ τοὺς ἀπωθήσῃ πέραν τῆς γεφύρας. (1159, 196, 1365, 264)
mais-sub: ΣΤΗΝ ΕΛΒΕΤΙΑ (60, 1001, 201, 1021)
poem-body: Σὰν ἔρθῃ τὸ βράδυ, τὸ βάσανο ξυπνᾶ · σὰν ἔρθῃ ἡ αὐγή, ξανά μου πονᾶ. (495, 547, 695, 574)
ransoms-city: IPSWICH ΑΓΓΛΙΑΣ (180, 1486, 339, 1505)
campaign-body-2: Τὴν ἑπομένην ἡ 2α Μεραρχία προέλασε πρὸς τὴν κατεύθυνσιν τῆς Ὀδησσοῦ, ὅπου καὶ συνήντησε σφοδρὰν ἀντίστασιν. (1159, 318, 1365, 372)
coupon-field: Όνομα (27, 131, 234, 147)
apantisis-title: Ἀπάντησις στρατηγοῦ (938, 681, 1131, 700)
hartou-author: ΞΟΦΩΝΟΣ (627, 479, 689, 493)
ransoms-name: ΡΑΝΣΟΜΣ (161, 1193, 444, 1247)
serial-end-signature: (Ἀκολουθεῖ) (839, 1621, 907, 1635)
mais-ad: Ο ΜΑΗΣ ΣΤΗΝ ΕΛΒΕΤΙΑ Ἂν θέλετε νὰ περάσετε τὸν Μάιον εἰς τὴν Ἑλβετίαν, ἀπευθυνθῆτε εἰς τὸ γραφεῖον ταξιδίων μας. (18, 958, 243, 1080)
column-tag-alla: ΕΞΗ ΑΠ' ΤΑ ΑΛΛΑ (725, 379, 891, 396)
iatreio-ad: ΝΕΟΝ ΚΕΝΤΡΙΚΟΝ ΙΑΤΡΕΙΟΝ ΟΔΟΣ ΒΕΝΙΖΕΛΟΥ ΑΡΙΘ. 50 ΑΝΩΘΕΝ ΜΕΓΑΛΟΥ ΦΑΡΜΑΚΕΙΟΥ Η ΑΝΑΤΟΛΗ Ἀκτινοσκόπησις καθ' ὅλην τὴν ἡμέραν. Θεραπεία ὅλων τῶν νοσημάτων ὑπὸ εἰδικῶν ἰατρῶν. (1375, 575, 1581, 733)
cinema-kicker: ΣΗΜΕΡΟΝ ΕΙΣ ΤΑ ΔΙΟΝΥΣΙΑ (1228, 1143, 1518, 1169)
paraponо-title: Παράπονο (809, 401, 910, 422)
column-tag-anekdota: ΙΣΤΟΡΙΚΑ ΑΝΕΚΔΟΤΑ (944, 659, 1126, 676)
article-title-hartou: Η ΧΑΡΤΟΥ (525, 205, 665, 231)
ransoms-ad (18, 1184, 501, 1552)
hartou-body: Ἡ κυρία Χαρτοῦ ἦταν μιὰ γυναῖκα ποὺ ὅλη ἡ γειτονιὰ τὴν ἤξευρε. Κάθε πρωί, μὲ τὸ πρῶτο φῶς, ἔβγαινε στὴν πόρτα της. (495, 235, 695, 289)
voutyro-title: Ὅλα μὲ βούτυρο! (1000, 589, 1147, 608)
odeio-title: Τοῦ Μακεδον. Ὠδείου (962, 1328, 1097, 1342)
masthead-art-text: ΕΝΩ ΚΥΛΑ Ο ΧΡΟΝΟΣ (561, 85, 844, 171)
proxenies-text: Αναχωρήσεις εκ Πειραιώς καί Πάτρών διά Νέαν Υόρκην (37, 486, 224, 515)
protomagia-ad: ΤΗΝ ΠΡΩΤΟΜΑΓΙΑ ΣΑΣ Ὅλοι εἰς τὸ Λευκόχωρον τῆς Καλαμαριᾶς. Μουσική, χοροί καὶ ἀναψυκτικά καθ' ὅλην τὴν ἡμέραν. (1375, 461, 1581, 566)
serial-text: Ἡ Δανιλῆ ὅταν εἶδε ὅτι δὲν ἤτο δυνατὸν νὰ κοιμηθῇ, ἐσηκώθη καὶ ἐπλησίασε εἰς τὸ παράθυρον. Ἡ νὺξ ἦτο γαλήνια καὶ τὸ φεγγάρι ἐφώτιζε τὸν κῆπον. Ἐσκέπτετο ὅλα ὅσα εἶχαν συμβῆ τὴν τελευταίαν ἑβδομάδα καὶ ἡ καρδιά της ἐσφίγγετο ἀπὸ ἀγωνίαν. Τί θὰ γίνῃ αὔριον; ἐρωτοῦσε τὸν ἑαυτόν της. Θὰ ἔλθῃ ἆραγε ἐκεῖνος ὅπως ὑπεσχέθη; Ἢ θὰ τὴν λησμονήσῃ ὅπως ὅλοι οἱ ἄλλοι; Ἡ Μάσσα εἶχε κοιμηθῆ εἰς τὸ διπλανὸ δωμάτιο. Ἡ Δανιλῆ ἤκουε τὴν ἥσυχον ἀναπνοήν της. — Θεέ μου, ψιθύρισε, δῶσε μου δύναμιν νὰ ὑποφέρω ὅ,τι μὲ περιμένει. Καὶ ἐγονάτισε μπροστὰ εἰς τὴν εἰκόνα καὶ προσευχήθη μὲ δάκρυα εἰς τὰ μάτια. Ἡ νύκτα ἐπέρασε ἀργὰ καὶ βασανιστικά. Ὅταν ἐξημέρωσε, ἡ Δανιλῆ ἐσηκώθη καὶ ἐντύθη μὲ προσοχήν. Κατέβη εἰς τὴν σάλα, ὅπου ἡ γηραιὰ ὑπηρέτρια ἑτοίμαζε τὸ πρόγευμα. — Καλημέρα, δεσποινίς. Σᾶς ἔφεραν ἕνα γράμμα ἀπόψε τὴν νύκτα. Ἡ Δανιλῆ ἐπῆρε τὸν φάκελλον μὲ τρέμοντα χέρια. Ἀνεγνώρισε ἀμέσως τὸν γραφικὸν χαρακτῆρα. Τὸ ἤνοιξε καὶ ἀνέγνωσε τὰς ὀλίγας γραμμάς. Τὸ πρόσωπόν της ἔγινε λευκὸν ὡς τὸ χαρτί. (Ἀκολουθεῖ) (495, 1399, 913, 1716)
cinema-title-left: ΘΛΙΨΕΙΣ (1168, 1184, 1351, 1225)
column-tag-grammai: ΑΙ ΓΡΑΜΜΑΙ ΜΟΥ (514, 182, 676, 199)
portrait-illustration (922, 256, 1147, 448)
column-tag-xenos: ΞΕΝΟ ΧΙΟΥΜΟΡ (944, 566, 1126, 583)
coupon-field: Επίθετον (27, 109, 234, 125)
column-2: ΑΠΟ ΤΗΝ ΣΚΟΠΙΑ ΜΟΥ ΤΟ ΠΑΓΚΑΡΙ Ἡ ἑλληνικὴ κοινωνία εἶναι πολὺ κακὸς σύμβουλος γιὰ ὁρισμένους ἀνθρώπους, ποὺ ἀντὶ νὰ βάλουν τὸ χέρι στὸ ἄδειο πορτοφόλι στηρίζουν κάτω ἀπὸ τὸ πάγκο. Καὶ ὅμως ἡ ζωὴ προχωρεῖ καὶ οἱ ἄνθρωποι ἐξακολουθοῦν νὰ ἐλπίζουν εἰς καλυτέρας ἡμέρας, ὅταν τὰ πράγματα θὰ ἀλλάξουν ὅπως πάντοτε ἀλλάζουν. Ὁ πρόεδρος τοῦ δικαστηρίου, μετὰ τὴν ἀνάγνωσιν τῆς ἀποφάσεως, ἐκάλεσε τοὺς μάρτυρας καὶ ἐξήγησε τὸν νόμον. Ὁ κατηγορούμενος ἀπήντησε μὲ ἠρεμίαν εἰς ὅλας τὰς ἐρωτήσεις καὶ ἐδήλωσεν ὅτι δὲν εἶχε καμμίαν πρόθεσιν νὰ βλάψῃ κανένα. Ο ΠΡΟΥΤΡΟΦΟΡΟΣ ΑΙ ΑΠΟΖΗΜΙΩΣΕΙΣ ΕΚΔΙΚΑΣΙΣ ΕΝΣΤΑΣΕΩΝ ΠΡΟΣΚΑΝΗΣΙΣ ΠΡΟΣΦΥΓΩΝ Ὁ πρόεδρος τῆς ἐν Θεσσαλονίκῃ Ἐπιτροπῆς Ἀποζημιώσεως γνωστοποιεῖ ὅτι ἡ ἐκδίκασις τῶν ἐνστάσεων θὰ γίνῃ κατὰ τὰς κάτωθι ἡμερομηνίας. 1) Διὰ τὴν 19ην Μαΐου 1923 ἡμέραν Σάββατον καὶ ὥραν 9 π.μ. αἱ ἐνστάσεις τῶν προσφύγων τῆς περιφερείας Καλαμαριᾶς. 2) Διὰ τὴν 21ην Μαΐου ἡμέραν Δευτέραν καὶ ὥραν 10 π.μ. αἱ ἐνστάσεις τῶν κατοίκων τῶν συνοικισμῶν Χαριλάου καὶ Τούμπας. 3) Διὰ τὴν 22αν Μαΐου ἡμέραν Τρίτην αἱ ἐνστάσεις τῶν ἐκ Μικρᾶς Ἀσίας προσφύγων τῶν ἐγκατεστημένων εἰς Καλαμαριὰν καὶ Ἀρετσοῦ. 4) Διὰ τὴν 24ην Μαΐου ἡμέραν Πέμπτην αἱ ἐνστάσεις τῶν ἐκ Πόντου προσφύγων τῆς πόλεως καὶ τῶν περιχώρων αὐτῆς. 5) Διὰ τὴν 25ην Μαΐου ἡμέραν Παρασκευὴν αἱ ἐνστάσεις τῶν ἐκ Θρᾴκης προσφύγων καὶ τῶν λοιπῶν περιπτώσεων. 6) Διὰ τὴν 26ην Μαΐου ἡμέραν Σάββατον αἱ ἐπὶ ἐκκρεμοτήτων ἐνστάσεις καὶ αἱ ἀναβληθεῖσαι ὑποθέσεις. 7) Διὰ τὴν 28ην Μαΐου ἡμέραν Δευτέραν αἱ ἐνστάσεις τῶν κατοίκων Σουρωτῆς, Βασιλικῶν καὶ Γαλατίστης. 8) Διὰ τὴν 29ην Μαΐου ἡμέραν Τρίτην αἱ ἐνστάσεις τῶν κατοίκων Λαγκαδᾶ, Σοχοῦ καὶ τῶν πέριξ χωρίων. 9) Διὰ τὴν 30ὴν Μαΐου ἡμέραν Τετάρτην αἱ ἐνστάσεις τῶν κατοίκων Κιλκὶς καὶ τῆς περιφερείας αὐτοῦ. 10) Διὰ τὴν 31ην Μαΐου ἡμέραν Πέμπτην αἱ ἐνστάσεις τῶν κατοίκων Γιαννιτσῶν, Ἐδέσσης καὶ Βερροίας. (255, 64, 483, 1073)
lloyd-title: ΛΛΟΫΔ ΤΡΙΕΣΤΙΝΟ (50, 641, 211, 660)
column-5: ΗΜΕΡΑΙ ΔΟΞΗΣ ΚΑΙ ΘΡΙΑΜΒΩΝ Η ΕΚΣΤΡΑΤΕΙΑ ΣΤΗΝ ΟΥΚΡΑΝΙΑ ΑΠΟ ΤΑ ΠΟΛΕΜΙΚΑ ΜΟΥ ΦΥΛΛΑ Τὴν πρωΐαν τῆς 18ης Φεβρουαρίου ἡ φρουρὰ Χερσῶνος ἐπιτεθεῖσα διὰ τοῦ ἐν λόγῳ σώματος κατὰ τῶν μπολσεβίκων κατώρθωσε νὰ τοὺς ἀπωθήσῃ πέραν τῆς γεφύρας. Ἡ μάχη ἐσυνεχίσθη καθ' ὅλην τὴν ἡμέραν καὶ οἱ ἄνδρες μας ἐπέδειξαν ἀξιοθαύμαστον ἀνδρείαν καὶ ἀντοχήν. Τὴν ἑπομένην ἡ 2α Μεραρχία προέλασε πρὸς τὴν κατεύθυνσιν τῆς Ὀδησσοῦ, ὅπου καὶ συνήντησε σφοδρὰν ἀντίστασιν. Τὸ πυροβολικὸν μας ἔπληττε ἀδιακόπως τὰς θέσεις τοῦ ἐχθροῦ, ἐνῷ τὸ πεζικὸν προήλαυνε μετὰ ὁρμῆς. Κατὰ τὴν νύκτα ἐπεκράτησεν ἡσυχία, ἀλλὰ μὲ τὴν αὐγὴν ἐπανελήφθη ἡ μάχη μετὰ μεγαλυτέρας σφοδρότητος. Οἱ ἀπώλειαι τοῦ ἐχθροῦ ὑπῆρξαν μεγάλαι. Ἐκυριεύθησαν πολλὰ πολυβόλα καὶ ἠχμαλωτίσθησαν ἑκατοντάδες στρατιωτῶν. Ἡ 3η Μεραρχία ἐστάλη πρὸς ἐνίσχυσιν τοῦ ἀριστεροῦ πλευροῦ, ὅπου ὁ ἐχθρὸς εἶχε συγκεντρώσει σημαντικὰς δυνάμεις. Μετὰ σκληρὸν ἀγῶνα διαρκέσαντα πέραν τῶν τριῶν ὡρῶν, αἱ θέσεις κατελήφθησαν καὶ ὁ ἐχθρὸς ὑπεχώρησεν ἀτάκτως. Ὁ πληθυσμὸς τῆς πόλεως ὑπεδέχθη τοὺς στρατιώτας μας μὲ ἐνθουσιασμὸν καὶ τοὺς ἐπεφύλαξε θερμοτάτην ὑποδοχήν. Εἰς τὴν πόλιν εὑρέθησαν μεγάλαι ποσότητες τροφίμων καὶ πολεμοφοδίων, τὰ ὁποῖα διετέθησαν εἰς τὰ τμήματά μας. (Τέλος) ΤΗΝ ΠΡΩΤΟΜΑΓΙΑ ΣΑΣ Ὅλοι εἰς τὸ Λευκόχωρον τῆς Καλαμαριᾶς. Μουσική, χοροί καὶ ἀναψυκτικά καθ' ὅλην τὴν ἡμέραν. ΝΕΟΝ ΚΕΝΤΡΙΚΟΝ ΙΑΤΡΕΙΟΝ ΟΔΟΣ ΒΕΝΙΖΕΛΟΥ ΑΡΙΘ. 50 ΑΝΩΘΕΝ ΜΕΓΑΛΟΥ ΦΑΡΜΑΚΕΙΟΥ Η ΑΝΑΤΟΛΗ Ἀκτινοσκόπησις καθ' ὅλην τὴν ἡμέραν. Θεραπεία ὅλων τῶν νοσημάτων ὑπὸ εἰδικῶν ἰατρῶν. (1159, 56, 1582, 1126)
georgiko-title: ΔΗΛΩΣΙΣ ΓΕΩΡΓΙΚΟΥ ΓΡΑΦΕΙΟΥ ΕΠΟΙΚΙΣΜΟΥ (25, 731, 236, 768)
pagkari-body-2: Ὁ πρόεδρος τοῦ δικαστηρίου, μετὰ τὴν ἀνάγνωσιν τῆς ἀποφάσεως, ἐκάλεσε τοὺς μάρτυρας καὶ ἐξήγησε τὸν νόμον. (255, 303, 483, 344)
me-dyo-logia-title: Μὲ δυὸ λόγια (922, 773, 1038, 792)
coupon-field: Επαρχία (27, 175, 234, 191)
pagkari-body-1: Ἡ ἑλληνικὴ κοινωνία εἶναι πολὺ κακὸς σύμβουλος γιὰ ὁρισμένους ἀνθρώπους, ποὺ ἀντὶ νὰ βάλουν τὸ χέρι στὸ ἄδειο πορτοφόλι στηρίζουν κάτω ἀπὸ τὸ πάγκο. (353, 113, 483, 222)
column-4-lower (922, 769, 1147, 1139)
masthead-art (495, 62, 910, 170)
masthead (18, 14, 1582, 47)
column-3: ΕΝΩ ΚΥΛΑ Ο ΧΡΟΝΟΣ ΑΙ ΓΡΑΜΜΑΙ ΜΟΥ Η ΧΑΡΤΟΥ Ἡ κυρία Χαρτοῦ ἦταν μιὰ γυναῖκα ποὺ ὅλη ἡ γειτονιὰ τὴν ἤξευρε. Κάθε πρωί, μὲ τὸ πρῶτο φῶς, ἔβγαινε στὴν πόρτα της. Ἐκάθετο ἐπὶ τοῦ σκαμνιοῦ καὶ ἐκοίταζε τοὺς διαβάτας. Ὅλοι τὴν ἐχαιρετοῦσαν καὶ ἐκείνη ἀπαντοῦσε μὲ ἕνα γλυκὸ χαμόγελο. Ἡ ζωή της ἦτο ἁπλῆ καὶ ἥσυχος. Ποτὲ δὲν παρεπονέθη διὰ τίποτε καὶ πάντοτε εὑρίσκε μιὰ καλὴ λέξι γιὰ ὅλους. Ὅταν ἦλθε ὁ χειμὼν καὶ τὰ πράγματα ἔγιναν δύσκολα, ἐκείνη ἐμοίρασε ὅ,τι εἶχε μὲ τοὺς πτωχοὺς τῆς γειτονιᾶς. ΞΟΦΩΝΟΣ ΕΛΛΗΝΙΚΟΣ ΣΤΙΧΟΣ Βάσανο Σὰν ἔρθῃ τὸ βράδυ, τὸ βάσανο ξυπνᾶ · σὰν ἔρθῃ ἡ αὐγή, ξανά μου πονᾶ. Π. Σούτσος Ἡ κυρία Χαρτοῦ ἐγνώριζε ὅλες τὶς ἱστορίες τῆς πόλεως καὶ τὶς διηγεῖτο μὲ τόση χάρι ποὺ οἱ νέοι ἐκάθοντο γύρω της. Τὰ παιδιὰ τὴν ἀγαποῦσαν γιατὶ πάντοτε εἶχε ἕνα γλύκισμα στὴν τσέπη της καὶ ἕνα καλὸ λόγο. Μιὰ ἡμέρα ὅμως τὸ σκαμνὶ ἔμεινε ἄδειο. Ἡ γειτονιὰ ἐσιώπησε καὶ ὅλοι ἐκατάλαβαν ὅτι κάτι εἶχε συμβῆ. Ἡ κηδεία της ἦτο ἁπλῆ, ἀλλ' ὅλος ὁ κόσμος ἦλθε νὰ τὴν συνοδεύσῃ εἰς τὴν τελευταίαν της κατοικίαν. ΕΞΗ ΑΠ' ΤΑ ΑΛΛΑ Παράπονο Εὐτυχισμένος ἐκεῖνος ποὺ δὲν μισοφέρνει καὶ ἀγαπᾷ τὰ πάρε καὶ τὰ δός. Ἐκεῖνος ὅμως ποὺ ἔχει τὸν νοῦν του εἰς τὰ ξένα καὶ ποτὲ εἰς τὰ ἰδικά του, αὐτὸς εἶναι ὁ πραγματικὰ δυστυχής. ΜΙΚΡΑΙ ΑΛΗΘΕΙΑΙ Ἡ ἀνθρωπίνη ψυχὴ εἶναι ὡς ὁ ὠκεανός · ἔχει τὰ κύματά της καὶ τὰς γαλήνας της. Ὅποιος πιστεύει εἰς τὸν ἑαυτόν του, ἔχει ἤδη κερδίσει τὸ ἥμισυ τῆς μάχης. (495, 56, 910, 1166)
serial-banner (495, 1269, 931, 1387)
faros-ad (18, 212, 243, 350)
column-tag-mousiki: ΜΟΥΣΙΚΗ ΚΙΝΗΣΙΣ (943, 1305, 1117, 1322)
apozimioseis-sub: ΕΚΔΙΚΑΣΙΣ ΕΝΣΤΑΣΕΩΝ (271, 466, 467, 483)
iatreio-title: ΝΕΟΝ ΚΕΝΤΡΙΚΟΝ ΙΑΤΡΕΙΟΝ (1401, 587, 1555, 621)
info-coupon (18, 56, 243, 204)
cinema-title-mid: ΑΙ ΤΟΥ (1365, 1190, 1392, 1218)
doctor-name: ΧΡ. ΠΟΛΥΧΡΟΝΙΔΗΣ (284, 1557, 458, 1598)
agent-signature: Δ. ΛΑΚΟΥΡΓΙΩΤΗΣ (128, 613, 237, 627)
paraponо-body: Εὐτυχισμένος ἐκεῖνος ποὺ δὲν μισοφέρνει καὶ ἀγαπᾷ τὰ πάρε καὶ τὰ δός. (705, 425, 910, 466)
column-tag-kosmos: Ο ΚΟΣΜΟΣ (977, 751, 1092, 768)
paramana-body: Ἦθελησα χθὲς νὰ προσποιηθῶ τὸν καλὸν παιδὶ. Ἐβγῆκα ἀπὸ τὸ σπίτι καὶ ἐπῆγα στὴν παραμάνα. (922, 113, 1071, 167)
portrait-caption: Ἡ Δανὶς μὲ Τσάκσπωρ (965, 453, 1104, 468)
campaign-kicker: ΗΜΕΡΑΙ ΔΟΞΗΣ ΚΑΙ ΘΡΙΑΜΒΩΝ (1159, 62, 1582, 90)
apozimioseis-title: ΑΙ ΑΠΟΖΗΜΙΩΣΕΙΣ (257, 439, 481, 462)
ransoms-top: ΑΛΩΝΙΣΤΙΚΑΙ ΜΗΧΑΝΑΙ (27, 1197, 130, 1228)
